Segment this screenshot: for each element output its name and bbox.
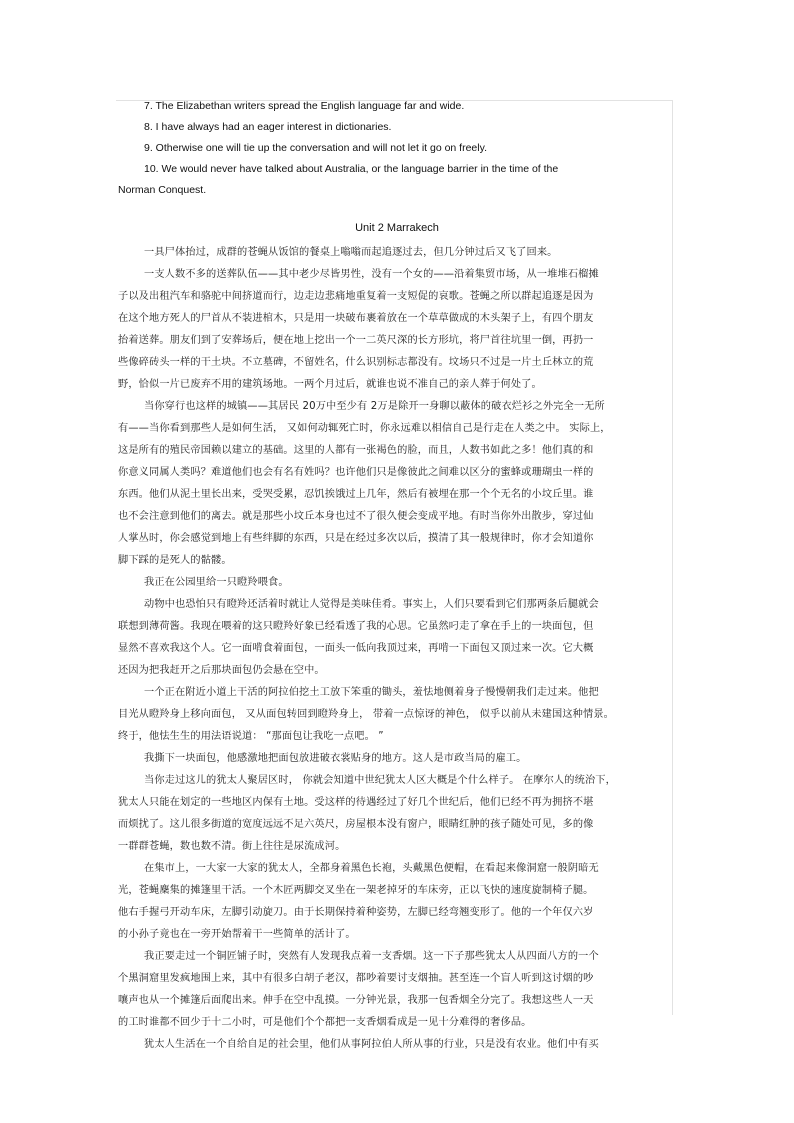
text-line: 显然不喜欢我这个人。它一面啃食着面包，一面头一低向我顶过来，再啃一下面包又顶过来一次。它大概 xyxy=(118,643,594,654)
text-line: 终于，他怯生生的用法语说道： “那面包让我吃一点吧。 ” xyxy=(118,731,384,742)
text-line: 的小孙子竟也在一旁开始帮着干一些简单的活计了。 xyxy=(118,929,356,940)
text-line: 脚下踩的是死人的骷髅。 xyxy=(118,555,232,566)
english-line-9: 9. Otherwise one will tie up the conversation and will not let it go on freely. xyxy=(144,142,487,154)
english-line-10: 10. We would never have talked about Australia, or the language barrier in the time of the xyxy=(144,163,559,175)
text-line: 我正在公园里给一只瞪羚喂食。 xyxy=(144,577,289,588)
text-line: 这是所有的殖民帝国赖以建立的基础。这里的人都有一张褐色的脸，而且，人数书如此之多！他们真的和 xyxy=(118,445,594,456)
text-line: 光，苍蝇麇集的摊篷里干活。一个木匠两脚交叉坐在一架老掉牙的车床旁，正以飞快的速度旋制椅子腿。 xyxy=(118,885,594,896)
text-line: 野，恰似一片已废弃不用的建筑场地。一两个月过后，就谁也说不准自己的亲人葬于何处了。 xyxy=(118,379,542,390)
text-line: 嚷声也从一个摊篷后面爬出来。伸手在空中乱摸。一分钟光景，我那一包香烟全分完了。我想这些人一天 xyxy=(118,995,594,1006)
unit-title: Unit 2 Marrakech xyxy=(355,222,439,234)
text-line: 你意义同属人类吗？难道他们也会有名有姓吗？也许他们只是像彼此之间难以区分的蜜蜂或珊瑚虫一样的 xyxy=(118,467,594,478)
text-line: 他右手握弓开动车床，左脚引动旋刀。由于长期保持着种姿势，左脚已经弯翘变形了。他的一个年仅六岁 xyxy=(118,907,594,918)
text-line: 东西。他们从泥土里长出来，受哭受累，忍饥挨饿过上几年，然后有被埋在那一个个无名的小坟丘里。谁 xyxy=(118,489,594,500)
english-line-7: 7. The Elizabethan writers spread the English language far and wide. xyxy=(144,100,465,112)
text-line: 在这个地方死人的尸首从不装进棺木，只是用一块破布裹着放在一个草草做成的木头架子上，有四个朋友 xyxy=(118,313,594,324)
text-line: 一个正在附近小道上干活的阿拉伯挖土工放下笨重的锄头，羞怯地侧着身子慢慢朝我们走过来。他把 xyxy=(144,687,599,698)
text-line: 我正要走过一个铜匠铺子时，突然有人发现我点着一支香烟。这一下子那些犹太人从四面八方的一个 xyxy=(144,951,599,962)
text-line: 个黑洞窟里发疯地围上来，其中有很多白胡子老汉，都吵着要讨支烟抽。甚至连一个盲人听到这讨烟的吵 xyxy=(118,973,594,984)
text-line: 犹太人生活在一个自给自足的社会里，他们从事阿拉伯人所从事的行业，只是没有农业。他们中有买 xyxy=(144,1039,599,1050)
text-line: 当你穿行也这样的城镇——其居民 20万中至少有 2万是除开一身聊以蔽体的破衣烂衫之外完全一无所 xyxy=(144,401,605,412)
text-line: 子以及出租汽车和骆驼中间挤道而行，边走边悲痛地重复着一支短促的哀歌。苍蝇之所以群起追逐是因为 xyxy=(118,291,594,302)
text-line: 犹太人只能在划定的一些地区内保有土地。受这样的待遇经过了好几个世纪后，他们已经不再为拥挤不堪 xyxy=(118,797,594,808)
right-margin-rule xyxy=(672,100,673,1015)
english-line-10-cont: Norman Conquest. xyxy=(118,184,207,196)
text-line: 当你走过这儿的犹太人聚居区时， 你就会知道中世纪犹太人区大概是个什么样子。 在摩尔人的统治下， xyxy=(144,775,616,786)
text-line: 还因为把我赶开之后那块面包仍会悬在空中。 xyxy=(118,665,325,676)
text-line: 人掌丛时，你会感觉到地上有些绊脚的东西，只是在经过多次以后，摸清了其一般规律时，你才会知道你 xyxy=(118,533,594,544)
text-line: 在集市上，一大家一大家的犹太人，全都身着黑色长袍，头戴黑色便帽，在看起来像洞窟一般阴暗无 xyxy=(144,863,599,874)
text-line: 的工时谁都不回少于十二小时，可是他们个个都把一支香烟看成是一见十分难得的奢侈品。 xyxy=(118,1017,532,1028)
text-line: 目光从瞪羚身上移向面包， 又从面包转回到瞪羚身上， 带着一点惊讶的神色， 似乎以前从未建国这种情景。 xyxy=(118,709,615,720)
text-line: 一支人数不多的送葬队伍——其中老少尽皆男性，没有一个女的——沿着集贸市场，从一堆堆石榴摊 xyxy=(144,269,599,280)
text-line: 一群群苍蝇，数也数不清。街上往往是尿流成河。 xyxy=(118,841,346,852)
text-line: 些像碎砖头一样的干土块。不立墓碑，不留姓名，什么识别标志都没有。坟场只不过是一片土丘林立的荒 xyxy=(118,357,594,368)
text-line: 动物中也恐怕只有瞪羚还活着时就让人觉得是美味佳肴。事实上，人们只要看到它们那两条后腿就会 xyxy=(144,599,599,610)
text-line: 联想到薄荷酱。我现在喂着的这只瞪羚好象已经看透了我的心思。它虽然叼走了拿在手上的一块面包，但 xyxy=(118,621,594,632)
text-line: 我撕下一块面包，他感激地把面包放进破衣裳贴身的地方。这人是市政当局的雇工。 xyxy=(144,753,527,764)
text-line: 一具尸体抬过，成群的苍蝇从饭馆的餐桌上嗡嗡而起追逐过去，但几分钟过后又飞了回来。 xyxy=(144,247,558,258)
text-line: 而烦扰了。这儿很多街道的宽度远远不足六英尺，房屋根本没有窗户，眼睛红肿的孩子随处可见，多的像 xyxy=(118,819,594,830)
english-line-8: 8. I have always had an eager interest in dictionaries. xyxy=(144,121,392,133)
text-line: 也不会注意到他们的离去。就是那些小坟丘本身也过不了很久便会变成平地。有时当你外出散步，穿过仙 xyxy=(118,511,594,522)
text-line: 有——当你看到那些人是如何生活， 又如何动辄死亡时，你永远难以相信自己是行走在人类之中。 实际上， xyxy=(118,423,611,434)
text-line: 抬着送葬。朋友们到了安葬场后，便在地上挖出一个一二英尺深的长方形坑，将尸首往坑里一倒，再扔一 xyxy=(118,335,594,346)
